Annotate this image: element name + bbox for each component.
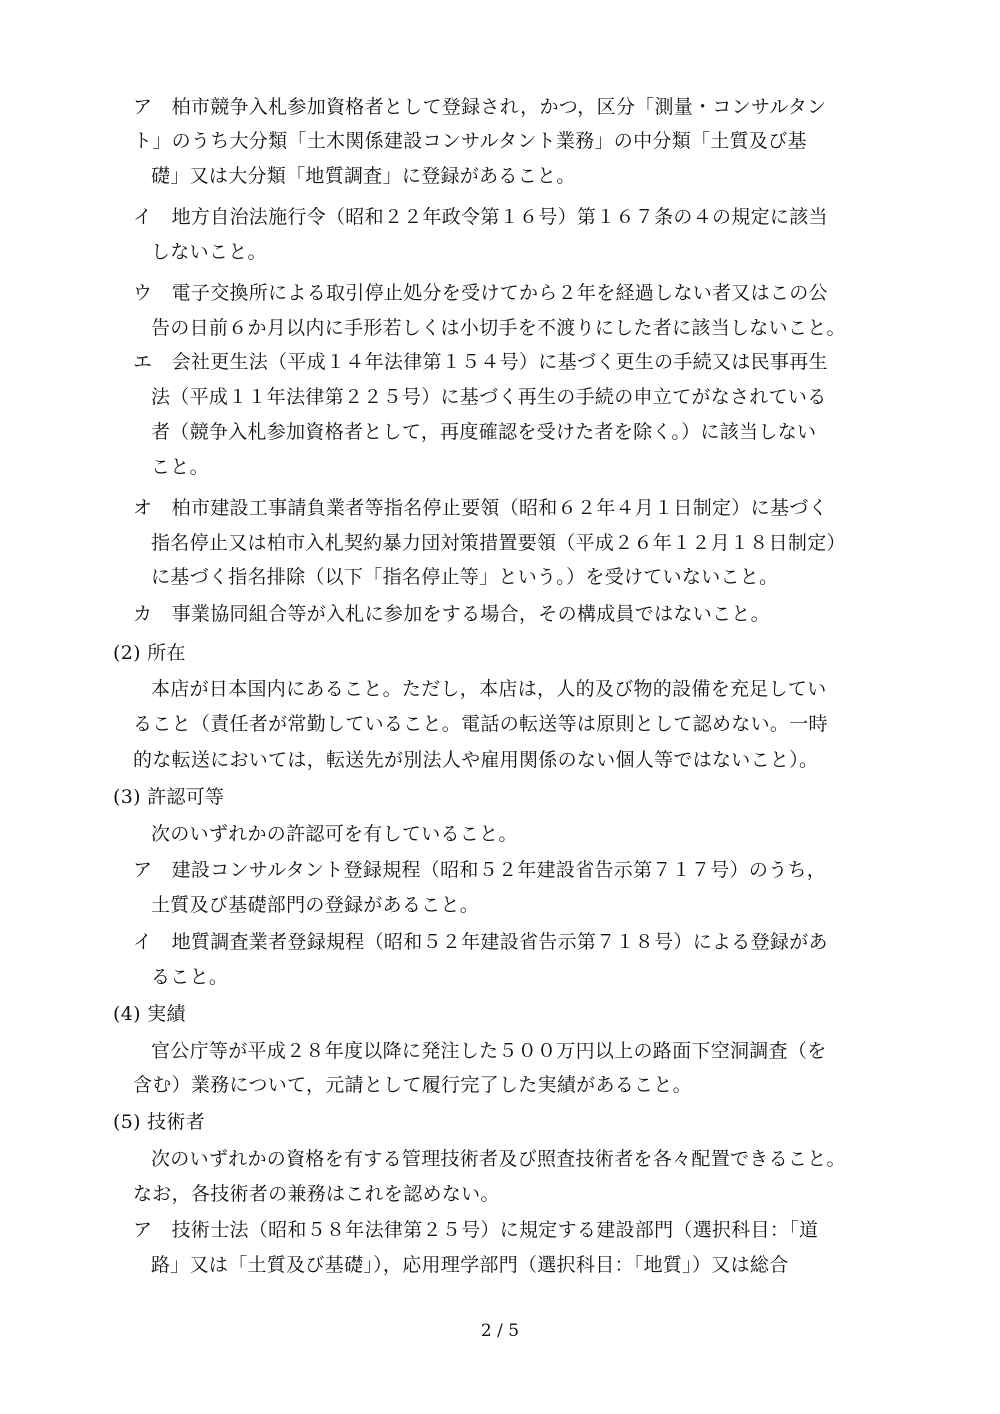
text-line: なお，各技術者の兼務はこれを認めない。 <box>133 1183 500 1205</box>
text-line: 次のいずれかの資格を有する管理技術者及び照査技術者を各々配置できること。 <box>151 1148 846 1170</box>
text-line: しないこと。 <box>151 241 267 263</box>
text-line: エ 会社更生法（平成１４年法律第１５４号）に基づく更生の手続又は民事再生 <box>133 351 828 373</box>
text-line: 礎」又は大分類「地質調査」に登録があること。 <box>151 165 576 187</box>
text-line: 指名停止又は柏市入札契約暴力団対策措置要領（平成２６年１２月１８日制定） <box>151 532 846 554</box>
text-line: イ 地質調査業者登録規程（昭和５２年建設省告示第７１８号）による登録があ <box>133 931 828 953</box>
text-line: 官公庁等が平成２８年度以降に発注した５００万円以上の路面下空洞調査（を <box>151 1040 827 1062</box>
text-line: 土質及び基礎部門の登録があること。 <box>151 894 480 916</box>
text-line: 含む）業務について，元請として履行完了した実績があること。 <box>133 1074 692 1096</box>
text-line: 告の日前６か月以内に手形若しくは小切手を不渡りにした者に該当しないこと。 <box>151 317 846 339</box>
text-line: オ 柏市建設工事請負業者等指名停止要領（昭和６２年４月１日制定）に基づく <box>133 497 828 519</box>
text-line: 路」又は「土質及び基礎」），応用理学部門（選択科目：「地質」）又は総合 <box>151 1254 789 1276</box>
text-line: ア 技術士法（昭和５８年法律第２５号）に規定する建設部門（選択科目：「道 <box>133 1219 819 1241</box>
text-line: こと。 <box>151 456 209 478</box>
text-line: ア 建設コンサルタント登録規程（昭和５２年建設省告示第７１７号）のうち， <box>133 859 827 881</box>
section-heading: (5) 技術者 <box>113 1111 206 1133</box>
section-heading: (4) 実績 <box>113 1003 186 1025</box>
text-line: 次のいずれかの許認可を有していること。 <box>151 823 518 845</box>
page-number: 2 / 5 <box>480 1321 520 1341</box>
section-heading: (3) 許認可等 <box>113 786 225 808</box>
text-line: ト」のうち大分類「土木関係建設コンサルタント業務」の中分類「土質及び基 <box>133 130 807 152</box>
text-line: 法（平成１１年法律第２２５号）に基づく再生の手続の申立てがなされている <box>151 386 827 408</box>
text-line: 的な転送においては，転送先が別法人や雇用関係のない個人等ではないこと）。 <box>133 749 819 771</box>
text-line: イ 地方自治法施行令（昭和２２年政令第１６号）第１６７条の４の規定に該当 <box>133 206 828 228</box>
text-line: カ 事業協同組合等が入札に参加をする場合，その構成員ではないこと。 <box>133 603 770 625</box>
text-line: ること。 <box>151 966 229 988</box>
text-line: 者（競争入札参加資格者として，再度確認を受けた者を除く。）に該当しない <box>151 421 817 443</box>
text-line: 本店が日本国内にあること。ただし，本店は，人的及び物的設備を充足してい <box>151 678 827 700</box>
text-line: ること（責任者が常勤していること。電話の転送等は原則として認めない。一時 <box>133 713 828 735</box>
section-heading: (2) 所在 <box>113 642 186 664</box>
text-line: ウ 電子交換所による取引停止処分を受けてから２年を経過しない者又はこの公 <box>133 282 828 304</box>
text-line: ア 柏市競争入札参加資格者として登録され，かつ，区分「測量・コンサルタン <box>133 96 827 118</box>
text-line: に基づく指名排除（以下「指名停止等」という。）を受けていないこと。 <box>151 566 779 588</box>
